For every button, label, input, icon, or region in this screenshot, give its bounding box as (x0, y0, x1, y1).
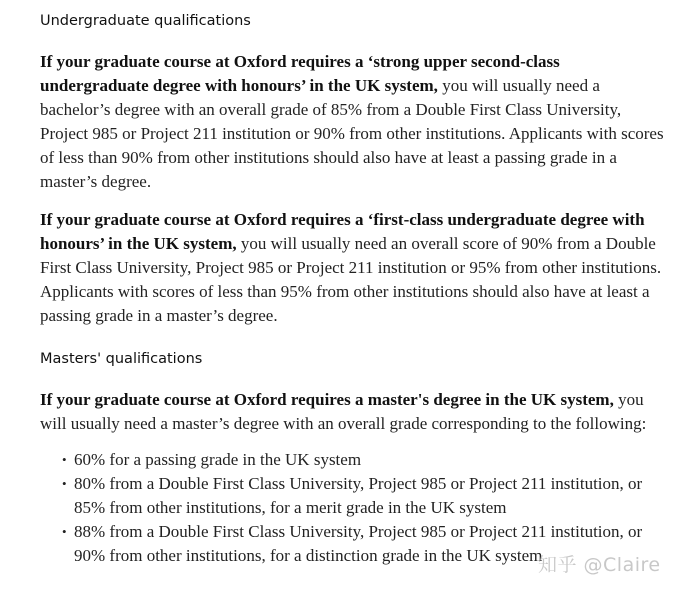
paragraph-body-text: you will usually need an overall score of 90% from a Double First Class University, Project 985 or Project 211 institution or 95% from other institutions. Applicants with scores of less than 95% from other institutions should also have at least a passing grade in a master’s degree. (40, 234, 662, 325)
document-body (40, 8, 670, 568)
paragraph-lead-bold: If your graduate course at Oxford requires a ‘strong upper second-class undergraduate degree with honours’ in the UK system, (40, 52, 560, 95)
paragraph-lead-bold: If your graduate course at Oxford requires a ‘first-class undergraduate degree with honours’ in the UK system, (40, 210, 645, 253)
section-heading-masters: Masters' qualifications (40, 351, 203, 367)
paragraph-masters (40, 388, 670, 436)
watermark: 知乎 @Claire (538, 554, 661, 576)
list-item: • 60% for a passing grade in the UK system (62, 448, 670, 472)
list-item: • 80% from a Double First Class University, Project 985 or Project 211 institution, or 85% from other institutions, for a merit grade in the UK system (62, 472, 670, 520)
paragraph-body-text: you will usually need a master’s degree with an overall grade corresponding to the following: (40, 390, 647, 433)
paragraph-lead-bold: If your graduate course at Oxford requires a master's degree in the UK system, (40, 390, 614, 409)
section-heading-undergraduate: Undergraduate qualifications (40, 13, 251, 29)
paragraph-body-text: you will usually need a bachelor’s degree with an overall grade of 85% from a Double First Class University, Project 985 or Project 211 institution or 90% from other institutions. Applicants with scores of less than 90% from other institutions should also have at least a passing grade in a master’s degree. (40, 76, 664, 191)
paragraph-first-class (40, 208, 670, 328)
paragraph-upper-second (40, 50, 670, 194)
list-item: • 88% from a Double First Class University, Project 985 or Project 211 institution, or 90% from other institutions, for a distinction grade in the UK system (62, 520, 670, 568)
